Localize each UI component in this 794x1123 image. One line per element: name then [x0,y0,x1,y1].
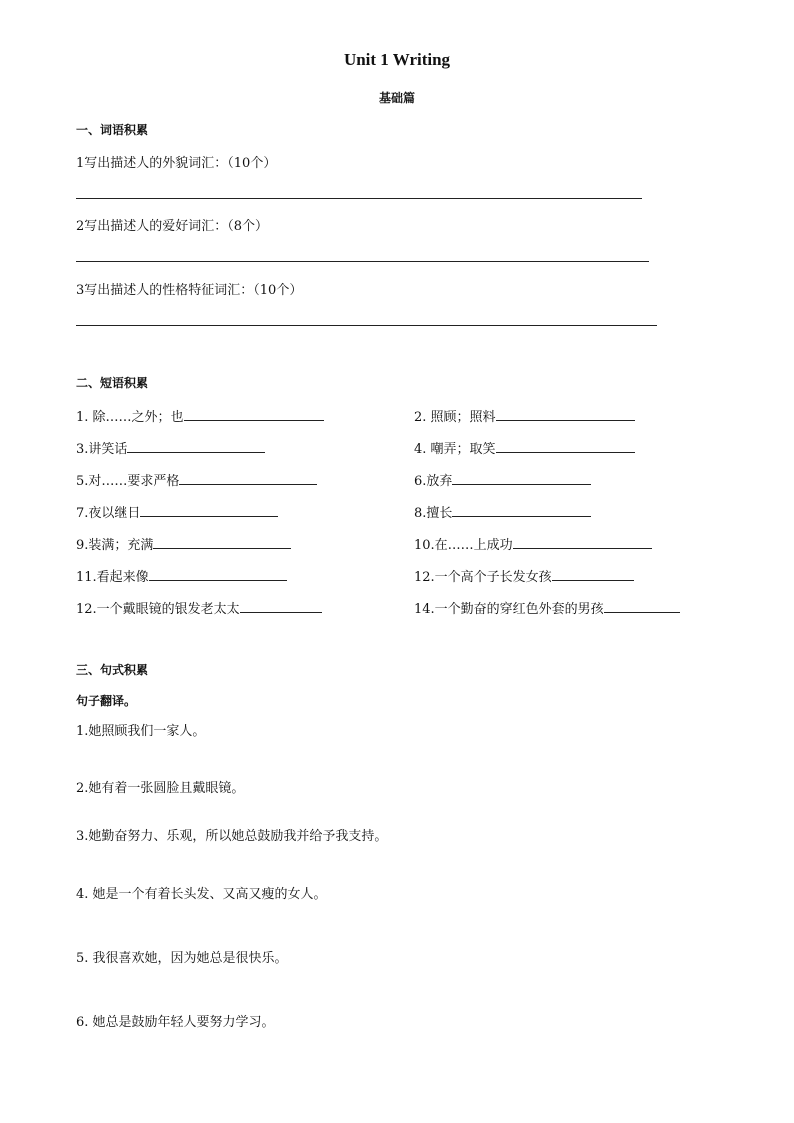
section-heading-sentences: 三、句式积累 [76,663,149,677]
phrase-blank[interactable] [184,406,324,421]
phrase-label: 12.一个戴眼镜的银发老太太 [76,602,240,617]
sentence-item: 5. 我很喜欢她，因为她总是很快乐。 [76,951,288,966]
phrase-item [414,406,635,425]
answer-line[interactable] [76,325,657,326]
phrase-blank[interactable] [496,406,635,421]
phrase-label: 4. 嘲弄；取笑 [414,442,496,457]
phrase-item [76,438,265,457]
phrase-blank[interactable] [153,534,291,549]
sentence-item: 4. 她是一个有着长头发、又高又瘦的女人。 [76,887,327,902]
phrase-blank[interactable] [604,598,680,613]
vocab-question: 3写出描述人的性格特征词汇：（10个） [76,283,303,298]
phrase-label: 7.夜以继日 [76,506,141,521]
phrase-item [76,502,278,521]
phrase-item [76,598,322,617]
phrase-label: 14.一个勤奋的穿红色外套的男孩 [414,602,604,617]
phrase-label: 11.看起来像 [76,570,149,585]
vocab-question: 2写出描述人的爱好词汇：（8个） [76,219,269,234]
phrase-label: 8.擅长 [414,506,453,521]
phrase-label: 2. 照顾；照料 [414,410,496,425]
phrase-label: 5.对……要求严格 [76,474,180,489]
phrase-label: 10.在……上成功 [414,538,513,553]
answer-line[interactable] [76,261,649,262]
phrase-item [414,502,591,521]
phrase-item [76,534,291,553]
phrase-blank[interactable] [240,598,322,613]
phrase-blank[interactable] [452,502,591,517]
phrase-item [414,438,635,457]
phrase-item [76,470,317,489]
translation-instruction: 句子翻译。 [76,694,137,708]
phrase-label: 9.装满；充满 [76,538,154,553]
phrase-blank[interactable] [452,470,591,485]
phrase-label: 6.放弃 [414,474,453,489]
phrase-blank[interactable] [127,438,265,453]
phrase-blank[interactable] [513,534,652,549]
sentence-item: 6. 她总是鼓励年轻人要努力学习。 [76,1015,275,1030]
phrase-blank[interactable] [552,566,634,581]
page-subtitle: 基础篇 [378,91,415,105]
phrase-item [76,566,287,585]
vocab-question: 1写出描述人的外貌词汇：（10个） [76,156,277,171]
phrase-item [76,406,324,425]
phrase-label: 1. 除……之外；也 [76,410,184,425]
section-heading-phrases: 二、短语积累 [76,376,149,390]
phrase-item [414,598,680,617]
answer-line[interactable] [76,198,642,199]
phrase-blank[interactable] [496,438,635,453]
phrase-blank[interactable] [179,470,317,485]
sentence-item: 2.她有着一张圆脸且戴眼镜。 [76,781,245,796]
sentence-item: 1.她照顾我们一家人。 [76,724,206,739]
phrase-blank[interactable] [140,502,278,517]
phrase-label: 12.一个高个子长发女孩 [414,570,552,585]
phrase-item [414,566,634,585]
phrase-item [414,470,591,489]
page-title: Unit 1 Writing [343,50,451,69]
phrase-item [414,534,652,553]
sentence-item: 3.她勤奋努力、乐观，所以她总鼓励我并给予我支持。 [76,829,388,844]
phrase-label: 3.讲笑话 [76,442,128,457]
section-heading-vocabulary: 一、词语积累 [76,123,149,137]
phrase-blank[interactable] [149,566,287,581]
